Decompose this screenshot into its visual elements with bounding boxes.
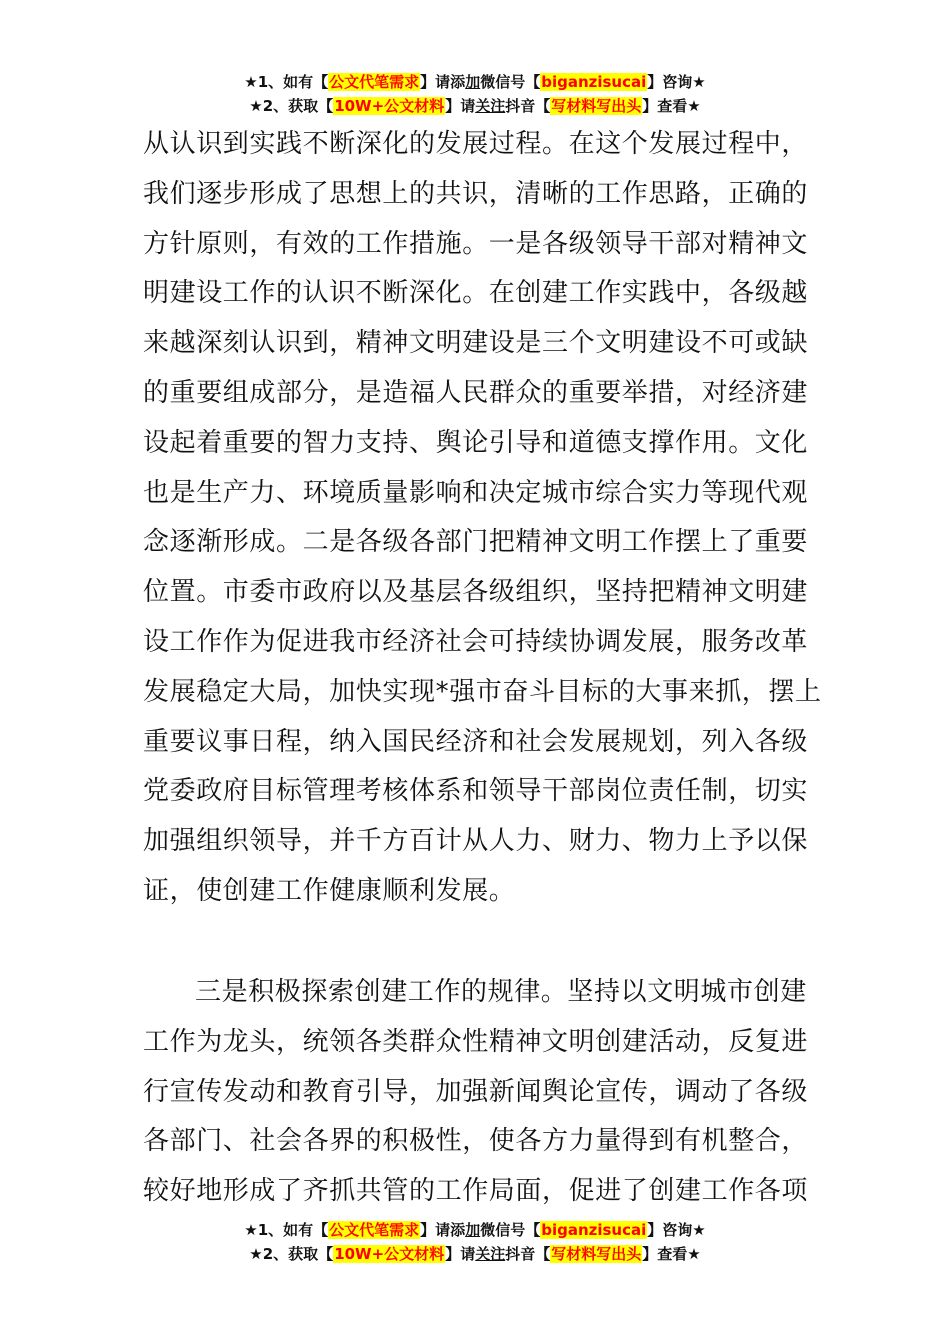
- banner-text: 抖音【: [505, 97, 551, 115]
- body-paragraph-2: [143, 968, 807, 1217]
- banner-text: 】查看★: [642, 97, 701, 115]
- banner-highlight: biganzisucai: [541, 73, 647, 91]
- paragraph-line: 设工作作为促进我市经济社会可持续协调发展，服务改革: [143, 626, 809, 657]
- banner-highlight: 公文代笔需求: [329, 1221, 420, 1239]
- paragraph-line: 方针原则，有效的工作措施。一是各级领导干部对精神文: [143, 228, 809, 259]
- banner-highlight: biganzisucai: [541, 1221, 647, 1239]
- paragraph-line: 念逐渐形成。二是各级各部门把精神文明工作摆上了重要: [143, 527, 809, 558]
- banner-text: ★1、如有【: [244, 73, 329, 91]
- header-banner: [0, 70, 950, 118]
- paragraph-line: 的重要组成部分，是造福人民群众的重要举措，对经济建: [143, 377, 809, 408]
- paragraph-line: 发展稳定大局，加快实现*强市奋斗目标的大事来抓，摆上: [143, 676, 822, 707]
- paragraph-line: 设起着重要的智力支持、舆论引导和道德支撑作用。文化: [143, 427, 809, 458]
- banner-highlight: 10W+公文材料: [334, 1245, 445, 1263]
- banner-text: 】请添: [420, 73, 466, 91]
- banner-text: 抖音【: [505, 1245, 551, 1263]
- banner-underlined-text: 关注: [475, 97, 506, 115]
- paragraph-line: 位置。市委市政府以及基层各级组织，坚持把精神文明建: [143, 577, 809, 608]
- banner-text: 】请: [445, 1245, 476, 1263]
- banner-line-2: [0, 94, 950, 118]
- paragraph-line: 重要议事日程，纳入国民经济和社会发展规划，列入各级: [143, 726, 809, 757]
- banner-text: 】请: [445, 97, 476, 115]
- banner-highlight: 写材料写出头: [551, 97, 642, 115]
- paragraph-line: 各部门、社会各界的积极性，使各方力量得到有机整合，: [143, 1126, 809, 1157]
- paragraph-line: 我们逐步形成了思想上的共识，清晰的工作思路，正确的: [143, 178, 809, 209]
- banner-line-1: [0, 70, 950, 94]
- paragraph-line: 来越深刻认识到，精神文明建设是三个文明建设不可或缺: [143, 328, 809, 359]
- paragraph-line: 党委政府目标管理考核体系和领导干部岗位责任制，切实: [143, 776, 809, 807]
- banner-highlight: 10W+公文材料: [334, 97, 445, 115]
- paragraph-line: 加强组织领导，并千方百计从人力、财力、物力上予以保: [143, 826, 809, 857]
- footer-banner: [0, 1218, 950, 1266]
- paragraph-line: 行宣传发动和教育引导，加强新闻舆论宣传，调动了各级: [143, 1076, 809, 1107]
- banner-text: 微信号【: [480, 1221, 541, 1239]
- paragraph-line: 三是积极探索创建工作的规律。坚持以文明城市创建: [195, 977, 807, 1007]
- paragraph-line: 明建设工作的认识不断深化。在创建工作实践中，各级越: [143, 278, 809, 309]
- banner-underlined-text: 加: [465, 1221, 481, 1239]
- paragraph-line: 也是生产力、环境质量影响和决定城市综合实力等现代观: [143, 477, 809, 508]
- banner-text: 】请添: [420, 1221, 466, 1239]
- paragraph-line: 较好地形成了齐抓共管的工作局面，促进了创建工作各项: [143, 1176, 809, 1207]
- banner-text: 微信号【: [480, 73, 541, 91]
- banner-text: ★2、获取【: [249, 1245, 334, 1263]
- paragraph-line: 工作为龙头，统领各类群众性精神文明创建活动，反复进: [143, 1026, 809, 1057]
- banner-underlined-text: 加: [465, 73, 481, 91]
- banner-text: ★1、如有【: [244, 1221, 329, 1239]
- banner-underlined-text: 关注: [475, 1245, 506, 1263]
- banner-highlight: 公文代笔需求: [329, 73, 420, 91]
- banner-line-1: [0, 1218, 950, 1242]
- banner-highlight: 写材料写出头: [551, 1245, 642, 1263]
- banner-line-2: [0, 1242, 950, 1266]
- paragraph-line: 证，使创建工作健康顺利发展。: [143, 875, 516, 906]
- banner-text: 】查看★: [642, 1245, 701, 1263]
- body-paragraph-1: [143, 120, 822, 917]
- paragraph-line: 从认识到实践不断深化的发展过程。在这个发展过程中，: [143, 129, 809, 159]
- banner-text: 】咨询★: [647, 73, 706, 91]
- banner-text: ★2、获取【: [249, 97, 334, 115]
- banner-text: 】咨询★: [647, 1221, 706, 1239]
